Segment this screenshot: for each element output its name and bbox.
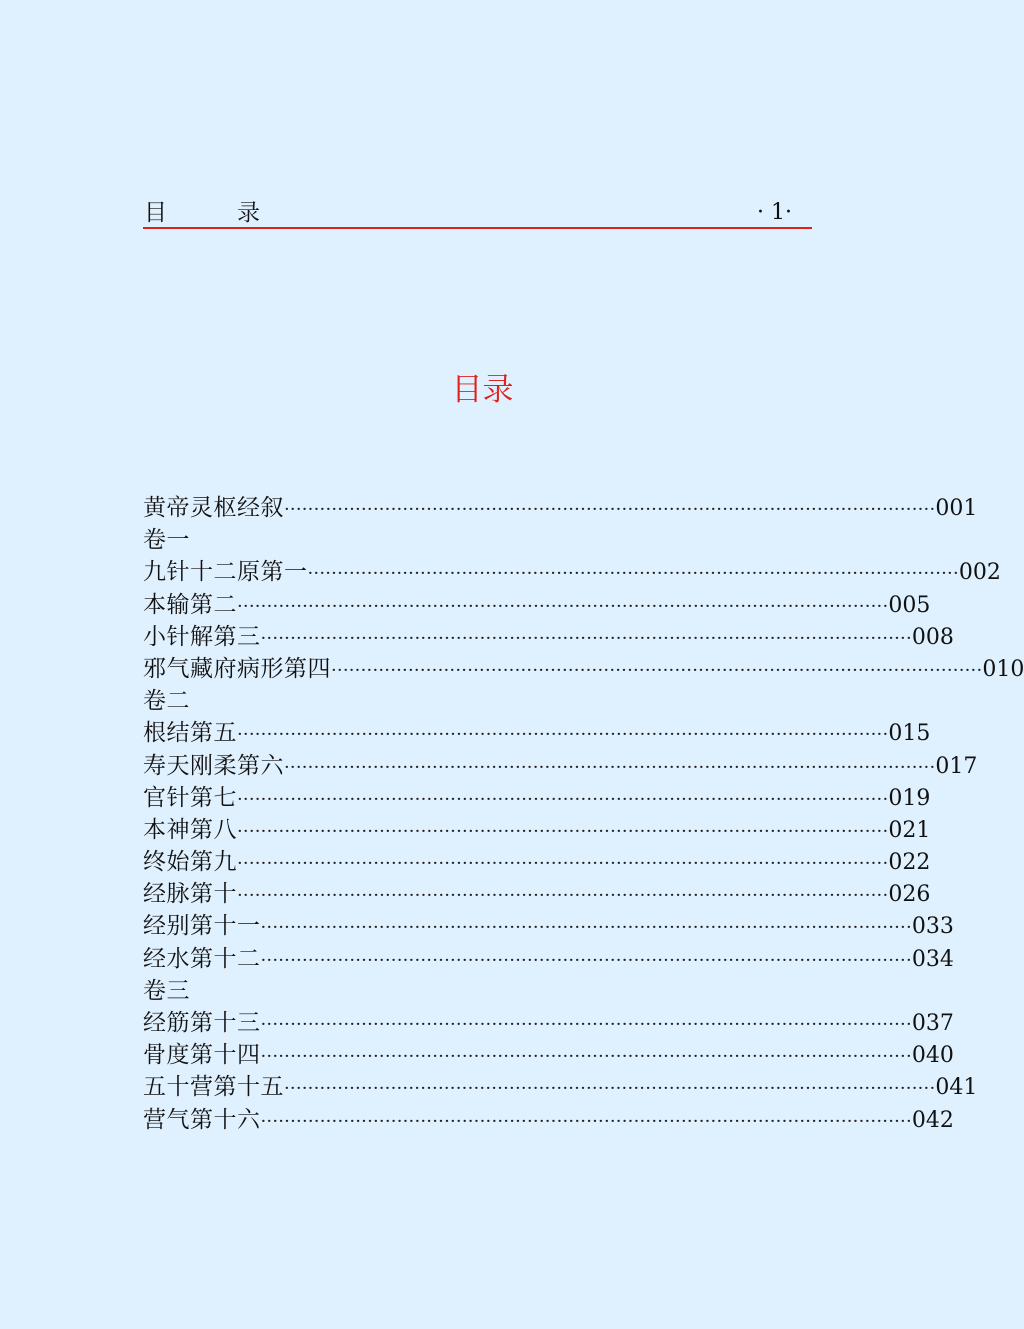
- toc-dot-leader: ··············································································································: [260, 1014, 912, 1035]
- toc-entry-title: 九针十二原第一: [143, 559, 308, 586]
- toc-heading: 目录: [451, 372, 514, 408]
- toc-entry-title: 经别第十一: [143, 913, 261, 940]
- toc-dot-leader: ··············································································································: [284, 1078, 936, 1100]
- toc-entry[interactable]: [143, 556, 1001, 588]
- toc-entry-title: 卷一: [143, 527, 190, 554]
- toc-entry-title: 本神第八: [143, 816, 237, 843]
- toc-entry-title: 经脉第十: [143, 881, 237, 908]
- toc-page-number: 040: [911, 1043, 954, 1069]
- toc-entry[interactable]: [143, 1007, 954, 1039]
- toc-page-number: 022: [888, 850, 931, 876]
- toc-entry-title: 本输第二: [143, 591, 237, 618]
- toc-page-number: 002: [958, 560, 1001, 586]
- toc-dot-leader: ··············································································································: [237, 788, 889, 810]
- toc-dot-leader: ··············································································································: [260, 949, 912, 971]
- toc-page-number: 021: [888, 817, 931, 843]
- toc-page-number: 015: [888, 721, 931, 747]
- toc-page-number: 010: [982, 656, 1024, 682]
- toc-entry-title: 经筋第十三: [143, 1010, 261, 1036]
- toc-dot-leader: ··············································································································: [237, 724, 889, 746]
- toc-entry-title: 根结第五: [143, 720, 237, 747]
- toc-dot-leader: ··············································································································: [260, 1110, 912, 1132]
- toc-entry[interactable]: [143, 846, 931, 878]
- toc-entry-title: 卷二: [143, 688, 190, 715]
- toc-entry[interactable]: [143, 814, 931, 846]
- toc-dot-leader: ··············································································································: [237, 853, 889, 875]
- toc-entry[interactable]: [143, 1104, 954, 1136]
- toc-page-number: 041: [935, 1075, 978, 1101]
- toc-dot-leader: ··············································································································: [260, 917, 912, 939]
- toc-dot-leader: ··············································································································: [284, 499, 936, 520]
- toc-entry[interactable]: [143, 1071, 978, 1103]
- toc-entry-title: 骨度第十四: [143, 1042, 261, 1069]
- toc-section-heading: [143, 975, 798, 1007]
- toc-entry-title: 官针第七: [143, 784, 237, 811]
- toc-page-number: 037: [911, 1011, 954, 1036]
- toc-dot-leader: ··············································································································: [260, 1046, 912, 1068]
- toc-entry-title: 卷三: [143, 977, 190, 1004]
- toc-entry-title: 寿天刚柔第六: [143, 752, 284, 779]
- toc-entry[interactable]: [143, 1039, 954, 1071]
- toc-entry-title: 邪气藏府病形第四: [143, 655, 331, 682]
- toc-entry[interactable]: [143, 750, 978, 782]
- toc-dot-leader: ··············································································································: [237, 820, 889, 842]
- toc-page-number: 008: [911, 624, 954, 650]
- toc-dot-leader: ··············································································································: [237, 885, 889, 907]
- toc-section-heading: [143, 685, 798, 717]
- toc-dot-leader: ··············································································································: [284, 756, 936, 778]
- toc-page-number: 005: [888, 592, 931, 618]
- toc-entry-title: 五十营第十五: [143, 1074, 284, 1101]
- toc-dot-leader: ··············································································································: [260, 627, 912, 649]
- toc-dot-leader: ··············································································································: [331, 659, 983, 681]
- running-header: [143, 199, 812, 229]
- toc-entry-title: 营气第十六: [143, 1106, 261, 1133]
- toc-entry-title: 黄帝灵枢经叙: [143, 495, 284, 521]
- toc-page-number: 026: [888, 882, 931, 908]
- toc-entry[interactable]: [143, 943, 954, 975]
- toc-page-number: 033: [911, 914, 954, 940]
- toc-page-number: 019: [888, 785, 931, 811]
- table-of-contents: [143, 492, 1024, 1136]
- toc-entry[interactable]: [143, 910, 954, 942]
- toc-entry[interactable]: [143, 782, 931, 814]
- toc-page-number: 042: [911, 1107, 954, 1133]
- toc-dot-leader: ··············································································································: [307, 563, 959, 585]
- toc-section-heading: [143, 524, 798, 556]
- toc-entry[interactable]: [143, 653, 1024, 685]
- toc-page-number: 017: [935, 753, 978, 779]
- toc-entry[interactable]: [143, 717, 931, 749]
- toc-page-number: 034: [911, 946, 954, 972]
- toc-entry[interactable]: [143, 492, 978, 524]
- running-header-page-number: · 1·: [757, 200, 792, 225]
- toc-page-number: 001: [935, 496, 978, 521]
- running-header-title: 目录: [144, 200, 330, 226]
- toc-entry[interactable]: [143, 878, 931, 910]
- toc-entry[interactable]: [143, 621, 954, 653]
- toc-entry-title: 经水第十二: [143, 945, 261, 972]
- toc-entry-title: 小针解第三: [143, 623, 261, 650]
- toc-entry-title: 终始第九: [143, 849, 237, 876]
- toc-entry[interactable]: [143, 589, 931, 621]
- toc-dot-leader: ··············································································································: [237, 595, 889, 617]
